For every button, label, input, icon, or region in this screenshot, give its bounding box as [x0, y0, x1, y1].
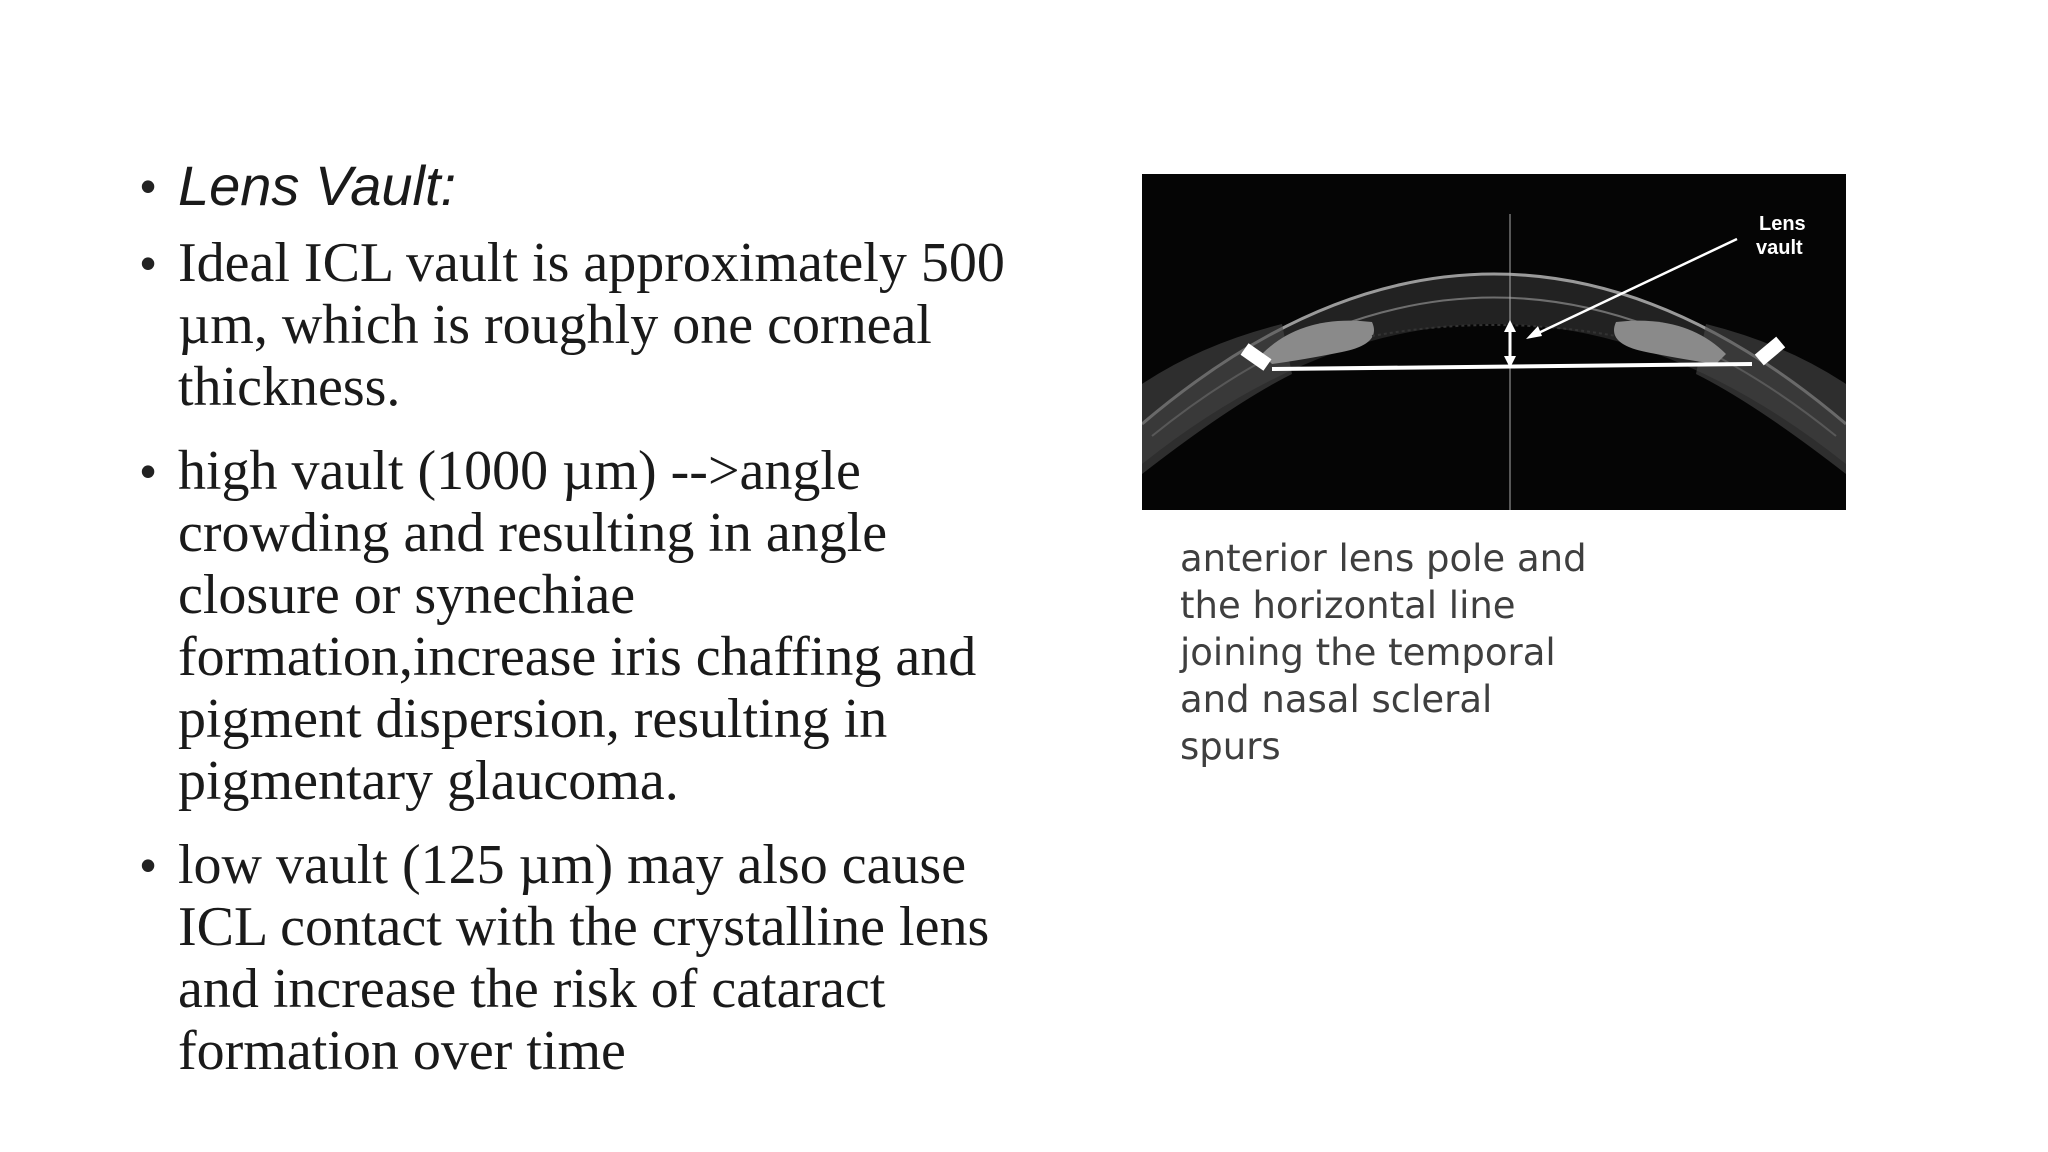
bullet-list: [140, 150, 1040, 1104]
bullet-marker: •: [140, 839, 157, 891]
lens-vault-label-1: Lens: [1759, 213, 1806, 235]
bullet-high-vault: [140, 440, 1040, 812]
bullet-marker: •: [140, 445, 157, 497]
heading-text: Lens Vault:: [178, 154, 457, 217]
bullet-text: high vault (1000 µm) -->angle crowding and resulting in angle closure or synechiae formation,increase iris chaffing and pigment dispersion, resulting in pigmentary glaucoma.: [178, 440, 977, 812]
bullet-heading: [140, 150, 1040, 222]
bullet-text: low vault (125 µm) may also cause ICL contact with the crystalline lens and increase the risk of cataract formation over time: [178, 834, 990, 1082]
lens-vault-label-2: vault: [1756, 237, 1803, 259]
oct-image: [1142, 174, 1846, 510]
bullet-ideal-vault: [140, 232, 1040, 418]
oct-scan-illustration: [1142, 174, 1846, 510]
figure-caption: anterior lens pole and the horizontal line joining the temporal and nasal scleral spurs: [1180, 537, 1587, 768]
bullet-marker: •: [140, 160, 157, 212]
bullet-text: Ideal ICL vault is approximately 500 µm, which is roughly one corneal thickness.: [178, 232, 1005, 418]
bullet-marker: •: [140, 237, 157, 289]
bullet-low-vault: [140, 834, 1040, 1082]
